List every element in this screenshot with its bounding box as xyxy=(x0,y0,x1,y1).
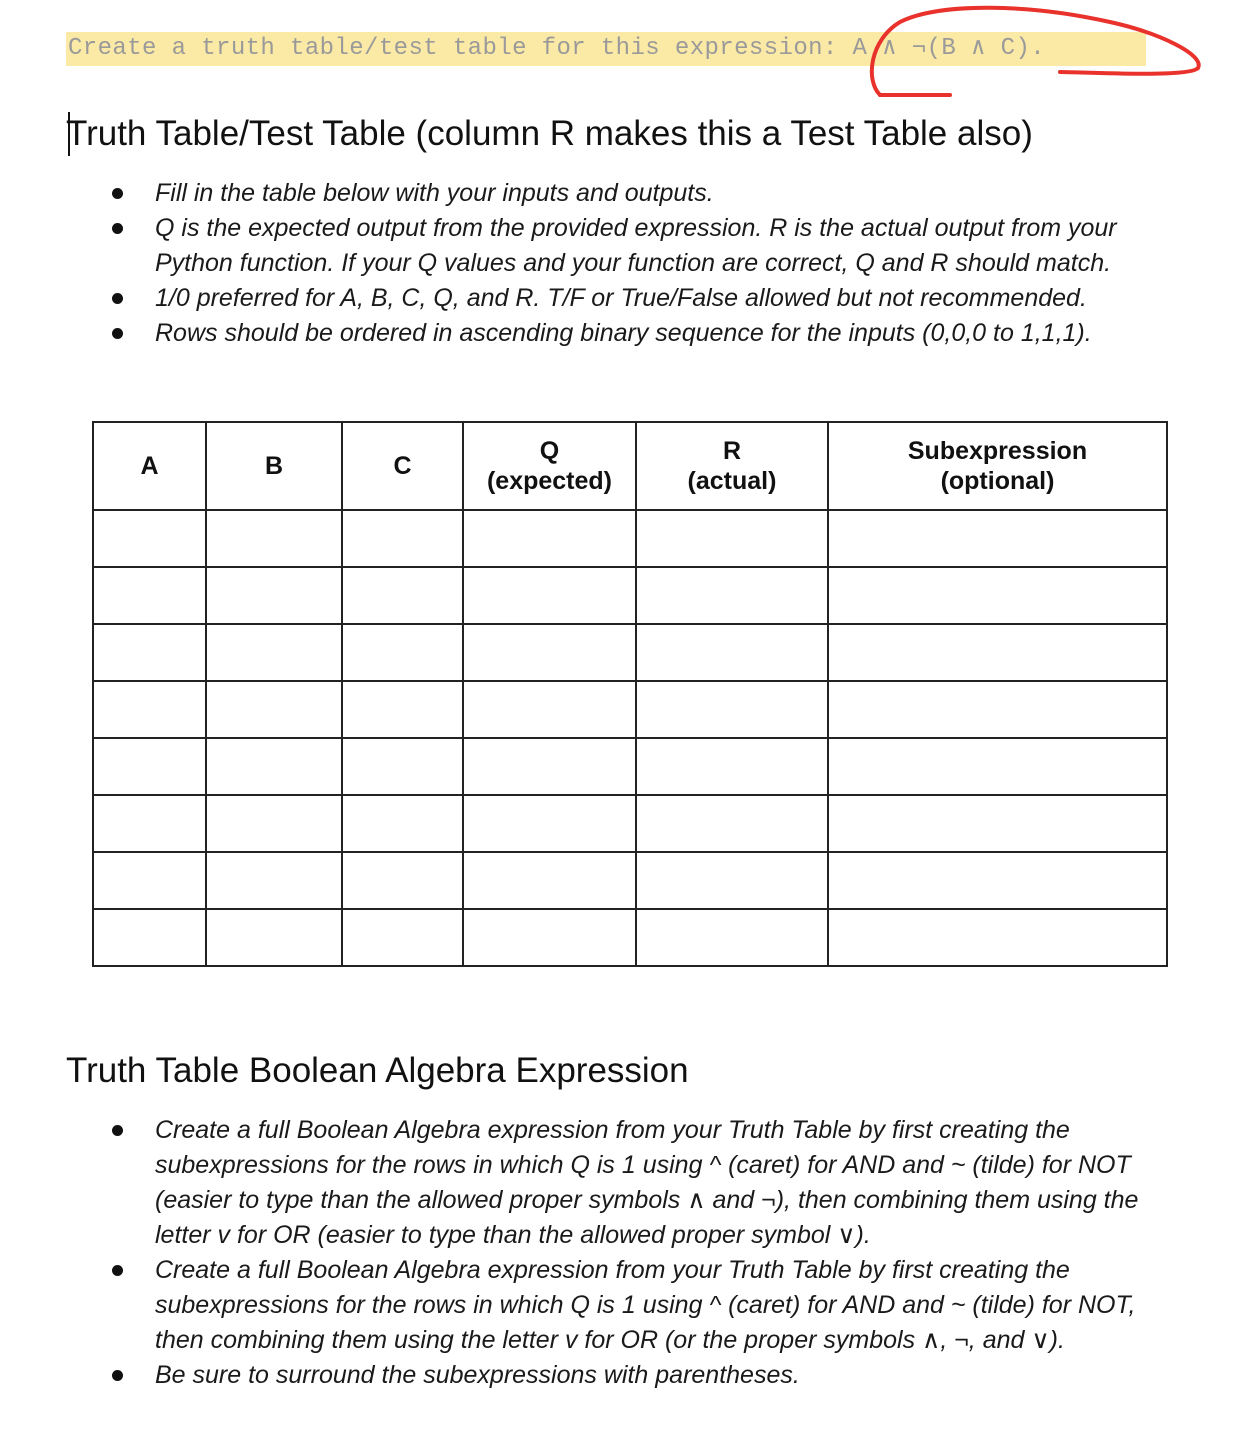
table-cell[interactable] xyxy=(636,510,828,567)
instruction-item: Rows should be ordered in ascending binary sequence for the inputs (0,0,0 to 1,1,1). xyxy=(110,316,1190,351)
table-cell[interactable] xyxy=(636,909,828,966)
table-cell[interactable] xyxy=(828,852,1167,909)
table-cell[interactable] xyxy=(828,795,1167,852)
column-header-b: B xyxy=(206,422,342,510)
table-cell[interactable] xyxy=(828,738,1167,795)
table-cell[interactable] xyxy=(93,624,206,681)
table-row xyxy=(93,624,1167,681)
column-header-subexpression: Subexpression (optional) xyxy=(828,422,1167,510)
table-cell[interactable] xyxy=(636,738,828,795)
table-row xyxy=(93,738,1167,795)
table-cell[interactable] xyxy=(636,567,828,624)
table-cell[interactable] xyxy=(463,567,636,624)
table-cell[interactable] xyxy=(206,510,342,567)
table-cell[interactable] xyxy=(342,624,463,681)
table-cell[interactable] xyxy=(463,852,636,909)
instructions-list xyxy=(110,176,1190,351)
table-cell[interactable] xyxy=(463,909,636,966)
table-cell[interactable] xyxy=(828,567,1167,624)
table-cell[interactable] xyxy=(93,681,206,738)
section-title-boolean-expression: Truth Table Boolean Algebra Expression xyxy=(66,1051,689,1090)
table-cell[interactable] xyxy=(93,795,206,852)
table-cell[interactable] xyxy=(828,510,1167,567)
red-pen-annotation xyxy=(860,0,1220,110)
instruction-item: Fill in the table below with your inputs and outputs. xyxy=(110,176,1190,211)
table-cell[interactable] xyxy=(636,852,828,909)
table-row xyxy=(93,795,1167,852)
table-cell[interactable] xyxy=(206,795,342,852)
column-header-r: R (actual) xyxy=(636,422,828,510)
instruction-item: Be sure to surround the subexpressions with parentheses. xyxy=(110,1358,1190,1393)
table-cell[interactable] xyxy=(463,510,636,567)
table-cell[interactable] xyxy=(93,510,206,567)
column-header-a: A xyxy=(93,422,206,510)
table-cell[interactable] xyxy=(206,738,342,795)
table-row xyxy=(93,909,1167,966)
table-cell[interactable] xyxy=(828,909,1167,966)
table-cell[interactable] xyxy=(828,624,1167,681)
table-cell[interactable] xyxy=(636,681,828,738)
table-cell[interactable] xyxy=(463,681,636,738)
table-cell[interactable] xyxy=(342,567,463,624)
table-cell[interactable] xyxy=(636,624,828,681)
column-header-c: C xyxy=(342,422,463,510)
section-title-truth-table: Truth Table/Test Table (column R makes this a Test Table also) xyxy=(66,114,1033,153)
table-cell[interactable] xyxy=(93,738,206,795)
table-row xyxy=(93,510,1167,567)
table-cell[interactable] xyxy=(206,567,342,624)
table-row xyxy=(93,567,1167,624)
table-cell[interactable] xyxy=(463,624,636,681)
table-cell[interactable] xyxy=(93,909,206,966)
table-cell[interactable] xyxy=(463,738,636,795)
table-cell[interactable] xyxy=(206,681,342,738)
table-cell[interactable] xyxy=(206,624,342,681)
table-cell[interactable] xyxy=(93,567,206,624)
instruction-item: 1/0 preferred for A, B, C, Q, and R. T/F or True/False allowed but not recommended. xyxy=(110,281,1190,316)
table-cell[interactable] xyxy=(828,681,1167,738)
table-cell[interactable] xyxy=(93,852,206,909)
boolean-instructions-list xyxy=(110,1113,1190,1393)
table-cell[interactable] xyxy=(342,852,463,909)
table-cell[interactable] xyxy=(463,795,636,852)
instruction-item: Create a full Boolean Algebra expression from your Truth Table by first creating the subexpressions for the rows in which Q is 1 using ^ (caret) for AND and ~ (tilde) for NOT (easier to type than the allowed proper symbols ∧ and ¬), then combining them using the letter v for OR (easier to type than the allowed proper symbol ∨). xyxy=(110,1113,1190,1253)
table-cell[interactable] xyxy=(342,681,463,738)
table-row xyxy=(93,681,1167,738)
table-header-row xyxy=(93,422,1167,510)
truth-table xyxy=(92,421,1168,967)
instruction-item: Create a full Boolean Algebra expression from your Truth Table by first creating the subexpressions for the rows in which Q is 1 using ^ (caret) for AND and ~ (tilde) for NOT, then combining them using the letter v for OR (or the proper symbols ∧, ¬, and ∨). xyxy=(110,1253,1190,1358)
table-row xyxy=(93,852,1167,909)
column-header-q: Q (expected) xyxy=(463,422,636,510)
table-cell[interactable] xyxy=(636,795,828,852)
table-cell[interactable] xyxy=(206,909,342,966)
table-cell[interactable] xyxy=(342,909,463,966)
table-cell[interactable] xyxy=(342,510,463,567)
table-cell[interactable] xyxy=(342,738,463,795)
table-cell[interactable] xyxy=(342,795,463,852)
table-cell[interactable] xyxy=(206,852,342,909)
instruction-item: Q is the expected output from the provided expression. R is the actual output from your Python function. If your Q values and your function are correct, Q and R should match. xyxy=(110,211,1190,281)
prompt-highlighted-code: Create a truth table/test table for this expression: A ∧ ¬(B ∧ C). xyxy=(66,32,1146,66)
